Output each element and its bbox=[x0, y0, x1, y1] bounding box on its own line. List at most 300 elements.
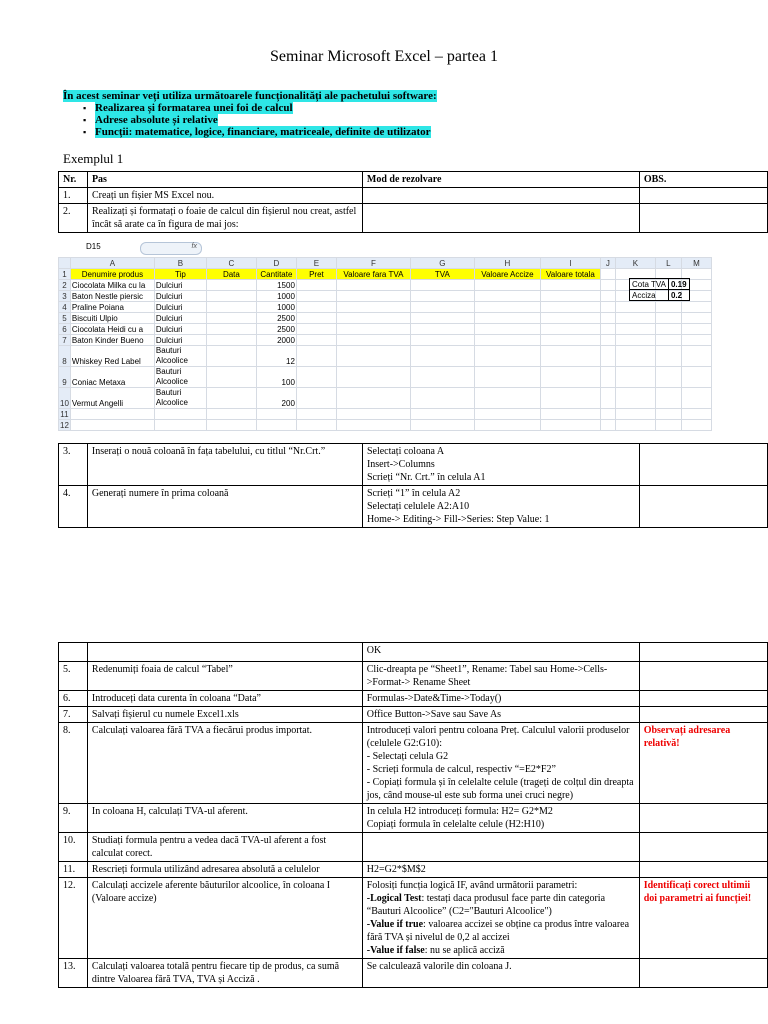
cell[interactable] bbox=[681, 302, 711, 313]
step-nr: 13. bbox=[59, 959, 88, 988]
cell[interactable] bbox=[681, 346, 711, 367]
cell[interactable]: 2500 bbox=[256, 313, 296, 324]
corner-cell[interactable] bbox=[59, 258, 71, 269]
spreadsheet-row bbox=[59, 313, 712, 324]
cell[interactable] bbox=[206, 302, 256, 313]
cell[interactable] bbox=[206, 335, 256, 346]
header-cell[interactable]: TVA bbox=[410, 269, 474, 280]
cell[interactable] bbox=[206, 367, 256, 388]
step-pas: Realizați și formatați o foaie de calcul din fișierul nou creat, astfel încât să arate ca în figura de mai jos: bbox=[87, 204, 362, 233]
step-nr: 10. bbox=[59, 833, 88, 862]
cell[interactable] bbox=[206, 291, 256, 302]
row-header[interactable]: 1 bbox=[59, 269, 71, 280]
cell[interactable] bbox=[540, 302, 600, 313]
step-nr: 9. bbox=[59, 804, 88, 833]
cell[interactable]: Baton Kinder Bueno bbox=[70, 335, 154, 346]
cell[interactable]: Dulciuri bbox=[154, 324, 206, 335]
intro-bullet: ▪ Funcții: matematice, logice, financiare, matriceale, definite de utilizator bbox=[83, 126, 437, 138]
cell[interactable] bbox=[336, 388, 410, 409]
cell[interactable] bbox=[615, 346, 655, 367]
cell[interactable] bbox=[540, 388, 600, 409]
header-pas: Pas bbox=[87, 172, 362, 188]
steps-table-top bbox=[58, 171, 768, 233]
cell[interactable] bbox=[336, 324, 410, 335]
column-header[interactable]: M bbox=[681, 258, 711, 269]
cell[interactable]: Dulciuri bbox=[154, 313, 206, 324]
cell[interactable] bbox=[474, 291, 540, 302]
step-mod: OK bbox=[362, 643, 639, 662]
example-label: Exemplul 1 bbox=[63, 151, 124, 166]
cell[interactable] bbox=[600, 302, 615, 313]
row-header[interactable]: 5 bbox=[59, 313, 71, 324]
cell[interactable] bbox=[540, 291, 600, 302]
cell[interactable] bbox=[206, 388, 256, 409]
name-box[interactable]: D15 bbox=[86, 242, 101, 251]
step-nr: 11. bbox=[59, 862, 88, 878]
param-text: Folosiți funcția logică IF, având următorii parametri: bbox=[366, 880, 578, 891]
spreadsheet-row bbox=[59, 335, 712, 346]
mod-line: Scrieți “Nr. Crt.” în celula A1 bbox=[366, 472, 486, 483]
mod-line bbox=[367, 918, 635, 944]
cell[interactable] bbox=[296, 291, 336, 302]
cell[interactable] bbox=[206, 313, 256, 324]
cell[interactable] bbox=[474, 367, 540, 388]
step-pas bbox=[87, 643, 362, 662]
cell[interactable] bbox=[540, 420, 600, 431]
table-row bbox=[59, 486, 768, 528]
cell[interactable] bbox=[410, 302, 474, 313]
cell[interactable] bbox=[655, 388, 681, 409]
table-row bbox=[59, 691, 768, 707]
column-header[interactable]: F bbox=[336, 258, 410, 269]
step-pas: Calculați accizele aferente băuturilor alcoolice, în coloana I (Valoare accize) bbox=[87, 878, 362, 959]
acciza-value[interactable]: 0.2 bbox=[668, 290, 689, 301]
step-nr bbox=[59, 643, 88, 662]
fx-icon[interactable]: fx bbox=[191, 243, 197, 250]
header-cell[interactable]: Cantitate bbox=[256, 269, 296, 280]
table-row bbox=[59, 833, 768, 862]
row-header[interactable]: 6 bbox=[59, 324, 71, 335]
mod-line: Home-> Editing-> Fill->Series: Step Value: 1 bbox=[366, 514, 550, 525]
param-label: -Logical Test bbox=[366, 893, 422, 904]
cell[interactable] bbox=[600, 409, 615, 420]
cell[interactable] bbox=[410, 346, 474, 367]
table-row bbox=[59, 643, 768, 662]
step-nr: 8. bbox=[59, 723, 88, 804]
cell[interactable] bbox=[336, 313, 410, 324]
cell[interactable]: Bauturi Alcoolice bbox=[154, 388, 206, 409]
cell[interactable] bbox=[70, 420, 154, 431]
cell[interactable]: 1000 bbox=[256, 302, 296, 313]
spreadsheet-row bbox=[59, 409, 712, 420]
intro-section bbox=[63, 90, 437, 138]
formula-buttons[interactable] bbox=[140, 242, 202, 255]
spreadsheet-grid bbox=[58, 257, 712, 431]
step-nr: 2. bbox=[59, 204, 88, 233]
cell[interactable] bbox=[600, 291, 615, 302]
mod-line bbox=[367, 944, 635, 957]
spreadsheet-row bbox=[59, 324, 712, 335]
cell[interactable] bbox=[540, 409, 600, 420]
param-label: -Value if true bbox=[366, 919, 424, 930]
step-obs: Identificați corect ultimii doi parametri ai funcției! bbox=[639, 878, 767, 959]
cell[interactable] bbox=[336, 346, 410, 367]
cell[interactable] bbox=[410, 420, 474, 431]
step-mod: Clic-dreapta pe “Sheet1”, Rename: Tabel sau Home->Cells->Format-> Rename Sheet bbox=[362, 662, 639, 691]
cell[interactable] bbox=[336, 367, 410, 388]
step-mod: Se calculează valorile din coloana J. bbox=[362, 959, 639, 988]
param-label: -Value if false bbox=[366, 945, 425, 956]
cell[interactable] bbox=[474, 420, 540, 431]
cell[interactable] bbox=[296, 409, 336, 420]
cell[interactable] bbox=[410, 313, 474, 324]
step-nr: 5. bbox=[59, 662, 88, 691]
cell[interactable] bbox=[681, 367, 711, 388]
mod-line: Insert->Columns bbox=[366, 459, 435, 470]
cell[interactable] bbox=[655, 302, 681, 313]
step-mod: Introduceți valori pentru coloana Preț. Calculul valorii produselor (celulele G2:G10): - Selectați celula G2 - Scrieți formula de calcul, respectiv “=E2*F2” - Copiați formula și în celelalte celule (trageți de colțul din dreapta jos, când mouse-ul este sub forma unei cruci negre) bbox=[362, 723, 639, 804]
table-row bbox=[59, 662, 768, 691]
mod-line: Selectați coloana A bbox=[366, 446, 445, 457]
step-mod: Office Button->Save sau Save As bbox=[362, 707, 639, 723]
cell[interactable] bbox=[681, 409, 711, 420]
spreadsheet-row bbox=[59, 367, 712, 388]
cell[interactable] bbox=[474, 388, 540, 409]
cell[interactable] bbox=[206, 280, 256, 291]
cell[interactable]: 1500 bbox=[256, 280, 296, 291]
cell[interactable] bbox=[681, 324, 711, 335]
step-mod bbox=[362, 444, 639, 486]
column-header[interactable]: C bbox=[206, 258, 256, 269]
step-obs bbox=[639, 204, 767, 233]
cell[interactable] bbox=[474, 302, 540, 313]
cell[interactable] bbox=[336, 280, 410, 291]
cell[interactable] bbox=[655, 324, 681, 335]
intro-bullet: ▪ Realizarea și formatarea unei foi de calcul bbox=[83, 102, 437, 114]
step-obs bbox=[639, 188, 767, 204]
row-header[interactable]: 2 bbox=[59, 280, 71, 291]
column-header[interactable]: J bbox=[600, 258, 615, 269]
cell[interactable] bbox=[540, 280, 600, 291]
cell[interactable] bbox=[474, 280, 540, 291]
cell[interactable] bbox=[296, 335, 336, 346]
spreadsheet-row bbox=[59, 269, 712, 280]
column-header[interactable]: A bbox=[70, 258, 154, 269]
cell[interactable] bbox=[600, 388, 615, 409]
cell[interactable] bbox=[474, 346, 540, 367]
cell[interactable] bbox=[474, 335, 540, 346]
cell[interactable]: 100 bbox=[256, 367, 296, 388]
step-nr: 4. bbox=[59, 486, 88, 528]
row-header[interactable]: 8 bbox=[59, 346, 71, 367]
acciza-row bbox=[630, 290, 690, 301]
steps-table-mid bbox=[58, 443, 768, 528]
cell[interactable] bbox=[296, 313, 336, 324]
cell[interactable] bbox=[296, 280, 336, 291]
cell[interactable]: Dulciuri bbox=[154, 302, 206, 313]
cell[interactable] bbox=[655, 346, 681, 367]
cell[interactable] bbox=[296, 420, 336, 431]
header-nr: Nr. bbox=[59, 172, 88, 188]
row-header[interactable]: 3 bbox=[59, 291, 71, 302]
step-pas: Rescrieți formula utilizând adresarea absolută a celulelor bbox=[87, 862, 362, 878]
intro-heading: În acest seminar veți utiliza următoarele funcționalități ale pachetului software: bbox=[63, 90, 437, 102]
cell[interactable] bbox=[296, 346, 336, 367]
cell[interactable]: Bauturi Alcoolice bbox=[154, 346, 206, 367]
cell[interactable] bbox=[206, 324, 256, 335]
cell[interactable]: Praline Poiana bbox=[70, 302, 154, 313]
step-obs bbox=[639, 691, 767, 707]
intro-bullets bbox=[63, 102, 437, 138]
tva-label[interactable]: Cota TVA bbox=[630, 279, 669, 290]
cell[interactable]: Vermut Angelli bbox=[70, 388, 154, 409]
step-nr: 6. bbox=[59, 691, 88, 707]
header-cell[interactable]: Denumire produs bbox=[70, 269, 154, 280]
row-header[interactable]: 10 bbox=[59, 388, 71, 409]
step-mod bbox=[362, 833, 639, 862]
cell[interactable] bbox=[600, 367, 615, 388]
mod-line: Scrieți “1” în celula A2 bbox=[366, 488, 461, 499]
step-mod: H2=G2*$M$2 bbox=[362, 862, 639, 878]
cell[interactable] bbox=[600, 269, 615, 280]
cell[interactable]: Ciocolata Milka cu la bbox=[70, 280, 154, 291]
cell[interactable] bbox=[655, 367, 681, 388]
cell[interactable] bbox=[410, 409, 474, 420]
table-row bbox=[59, 444, 768, 486]
header-obs: OBS. bbox=[639, 172, 767, 188]
cell[interactable]: 2000 bbox=[256, 335, 296, 346]
step-mod bbox=[362, 486, 639, 528]
row-header[interactable]: 11 bbox=[60, 409, 69, 419]
cell[interactable] bbox=[615, 409, 655, 420]
excel-screenshot bbox=[58, 241, 758, 443]
step-pas: In coloana H, calculați TVA-ul aferent. bbox=[87, 804, 362, 833]
cell[interactable] bbox=[474, 313, 540, 324]
mod-line bbox=[367, 879, 635, 892]
table-row bbox=[59, 862, 768, 878]
cell[interactable] bbox=[540, 335, 600, 346]
cell[interactable]: 12 bbox=[256, 346, 296, 367]
cell[interactable] bbox=[615, 313, 655, 324]
spreadsheet-row bbox=[59, 420, 712, 431]
cell[interactable] bbox=[600, 280, 615, 291]
cell[interactable] bbox=[296, 367, 336, 388]
cell[interactable] bbox=[600, 420, 615, 431]
cell[interactable] bbox=[410, 367, 474, 388]
cell[interactable] bbox=[681, 388, 711, 409]
spreadsheet-row bbox=[59, 291, 712, 302]
step-pas: Inserați o nouă coloană în fața tabelului, cu titlul “Nr.Crt.” bbox=[87, 444, 362, 486]
table-row bbox=[59, 723, 768, 804]
step-obs bbox=[640, 444, 768, 486]
cell[interactable]: Dulciuri bbox=[154, 291, 206, 302]
cell[interactable] bbox=[410, 335, 474, 346]
cell[interactable] bbox=[615, 367, 655, 388]
step-pas: Generați numere în prima coloană bbox=[87, 486, 362, 528]
column-header[interactable]: I bbox=[540, 258, 600, 269]
step-mod: Formulas->Date&Time->Today() bbox=[362, 691, 639, 707]
cell[interactable] bbox=[154, 409, 206, 420]
table-row bbox=[59, 204, 768, 233]
step-nr: 3. bbox=[59, 444, 88, 486]
step-pas: Creați un fișier MS Excel nou. bbox=[87, 188, 362, 204]
header-mod: Mod de rezolvare bbox=[362, 172, 639, 188]
column-header[interactable]: D bbox=[256, 258, 296, 269]
step-pas: Studiați formula pentru a vedea dacă TVA-ul aferent a fost calculat corect. bbox=[87, 833, 362, 862]
step-nr: 7. bbox=[59, 707, 88, 723]
step-obs bbox=[639, 862, 767, 878]
cell[interactable]: Biscuiti Ulpio bbox=[70, 313, 154, 324]
step-pas: Salvați fișierul cu numele Excel1.xls bbox=[87, 707, 362, 723]
step-mod bbox=[362, 878, 639, 959]
table-row bbox=[59, 188, 768, 204]
mod-line bbox=[367, 892, 635, 918]
step-obs bbox=[639, 833, 767, 862]
cell[interactable] bbox=[206, 346, 256, 367]
cell[interactable] bbox=[600, 313, 615, 324]
table-row bbox=[59, 959, 768, 988]
cell[interactable]: Dulciuri bbox=[154, 280, 206, 291]
cell[interactable] bbox=[154, 420, 206, 431]
column-header[interactable]: B bbox=[154, 258, 206, 269]
cell[interactable] bbox=[655, 335, 681, 346]
tva-row bbox=[630, 279, 690, 290]
header-cell[interactable]: Valoare fara TVA bbox=[336, 269, 410, 280]
cell[interactable] bbox=[655, 420, 681, 431]
cell[interactable]: 200 bbox=[256, 388, 296, 409]
cell[interactable]: Ciocolata Heidi cu a bbox=[70, 324, 154, 335]
column-header[interactable]: G bbox=[410, 258, 474, 269]
column-header[interactable]: K bbox=[615, 258, 655, 269]
header-cell[interactable]: Valoare Accize bbox=[474, 269, 540, 280]
cell[interactable]: Coniac Metaxa bbox=[70, 367, 154, 388]
step-pas: Introduceți data curenta în coloana “Data” bbox=[87, 691, 362, 707]
cell[interactable] bbox=[615, 324, 655, 335]
step-mod bbox=[362, 188, 639, 204]
cell[interactable] bbox=[336, 420, 410, 431]
row-header[interactable]: 7 bbox=[59, 335, 71, 346]
cell[interactable]: Bauturi Alcoolice bbox=[154, 367, 206, 388]
cell[interactable] bbox=[681, 313, 711, 324]
step-obs bbox=[639, 959, 767, 988]
cell[interactable] bbox=[540, 313, 600, 324]
header-cell[interactable]: Data bbox=[206, 269, 256, 280]
cell[interactable] bbox=[655, 313, 681, 324]
cell[interactable] bbox=[410, 324, 474, 335]
cell[interactable] bbox=[336, 409, 410, 420]
cell[interactable] bbox=[336, 302, 410, 313]
cell[interactable]: Baton Nestle piersic bbox=[70, 291, 154, 302]
cell[interactable] bbox=[296, 324, 336, 335]
step-nr: 12. bbox=[59, 878, 88, 959]
cell[interactable] bbox=[600, 335, 615, 346]
cell[interactable] bbox=[474, 409, 540, 420]
spreadsheet-row bbox=[59, 346, 712, 367]
cell[interactable] bbox=[600, 324, 615, 335]
steps-table-bottom bbox=[58, 642, 768, 988]
cell[interactable] bbox=[615, 420, 655, 431]
step-obs bbox=[639, 804, 767, 833]
cell[interactable] bbox=[256, 409, 296, 420]
step-mod bbox=[362, 204, 639, 233]
step-nr: 1. bbox=[59, 188, 88, 204]
step-obs: Observați adresarea relativă! bbox=[639, 723, 767, 804]
formula-bar bbox=[58, 241, 758, 256]
cell[interactable] bbox=[256, 420, 296, 431]
param-text: : nu se aplică acciză bbox=[424, 945, 505, 956]
page-title: Seminar Microsoft Excel – partea 1 bbox=[270, 48, 498, 65]
acciza-label[interactable]: Acciza bbox=[630, 290, 669, 301]
tva-table bbox=[629, 278, 690, 301]
cell[interactable] bbox=[296, 388, 336, 409]
spreadsheet-row bbox=[59, 280, 712, 291]
cell[interactable] bbox=[410, 280, 474, 291]
spreadsheet-row bbox=[59, 388, 712, 409]
cell[interactable] bbox=[540, 346, 600, 367]
cell[interactable] bbox=[540, 324, 600, 335]
row-header[interactable]: 9 bbox=[59, 367, 71, 388]
cell[interactable] bbox=[681, 335, 711, 346]
cell[interactable] bbox=[540, 367, 600, 388]
tva-value[interactable]: 0.19 bbox=[668, 279, 689, 290]
step-obs bbox=[639, 643, 767, 662]
param-text: : valoarea accizei se obține ca produs între valoarea fără TVA și nivelul de 0,2 al accizei bbox=[366, 919, 630, 943]
table-row bbox=[59, 878, 768, 959]
row-header[interactable]: 12 bbox=[60, 420, 69, 430]
cell[interactable]: 2500 bbox=[256, 324, 296, 335]
cell[interactable] bbox=[615, 302, 655, 313]
step-obs bbox=[640, 486, 768, 528]
table-row bbox=[59, 804, 768, 833]
cell[interactable] bbox=[474, 324, 540, 335]
mod-line: Selectați celulele A2:A10 bbox=[366, 501, 470, 512]
cell[interactable] bbox=[681, 420, 711, 431]
cell[interactable] bbox=[336, 291, 410, 302]
step-pas: Calculați valoarea totală pentru fiecare tip de produs, ca sumă dintre Valoarea fără TVA, TVA și Acciză . bbox=[87, 959, 362, 988]
cell[interactable]: 1000 bbox=[256, 291, 296, 302]
intro-bullet: ▪ Adrese absolute și relative bbox=[83, 114, 437, 126]
table-row bbox=[59, 707, 768, 723]
step-mod: In celula H2 introduceți formula: H2= G2*M2 Copiați formula în celelalte celule (H2:H10) bbox=[362, 804, 639, 833]
header-cell[interactable]: Valoare totala bbox=[540, 269, 600, 280]
cell[interactable] bbox=[600, 346, 615, 367]
header-cell[interactable]: Pret bbox=[296, 269, 336, 280]
table-header-row bbox=[59, 172, 768, 188]
header-cell[interactable]: Tip bbox=[154, 269, 206, 280]
column-header-row bbox=[59, 258, 712, 269]
cell[interactable] bbox=[655, 409, 681, 420]
column-header[interactable]: L bbox=[655, 258, 681, 269]
spreadsheet-row bbox=[59, 302, 712, 313]
cell[interactable] bbox=[336, 335, 410, 346]
cell[interactable] bbox=[206, 420, 256, 431]
cell[interactable] bbox=[615, 335, 655, 346]
cell[interactable] bbox=[410, 291, 474, 302]
cell[interactable]: Whiskey Red Label bbox=[70, 346, 154, 367]
cell[interactable] bbox=[206, 409, 256, 420]
column-header[interactable]: E bbox=[296, 258, 336, 269]
cell[interactable] bbox=[70, 409, 154, 420]
cell[interactable] bbox=[296, 302, 336, 313]
cell[interactable] bbox=[615, 388, 655, 409]
step-obs bbox=[639, 707, 767, 723]
column-header[interactable]: H bbox=[474, 258, 540, 269]
param-text: : testați daca produsul face parte din categoria “Bauturi Alcoolice” (C2="Bauturi Alcoolice") bbox=[366, 893, 606, 917]
cell[interactable] bbox=[410, 388, 474, 409]
step-obs bbox=[639, 662, 767, 691]
row-header[interactable]: 4 bbox=[59, 302, 71, 313]
cell[interactable]: Dulciuri bbox=[154, 335, 206, 346]
